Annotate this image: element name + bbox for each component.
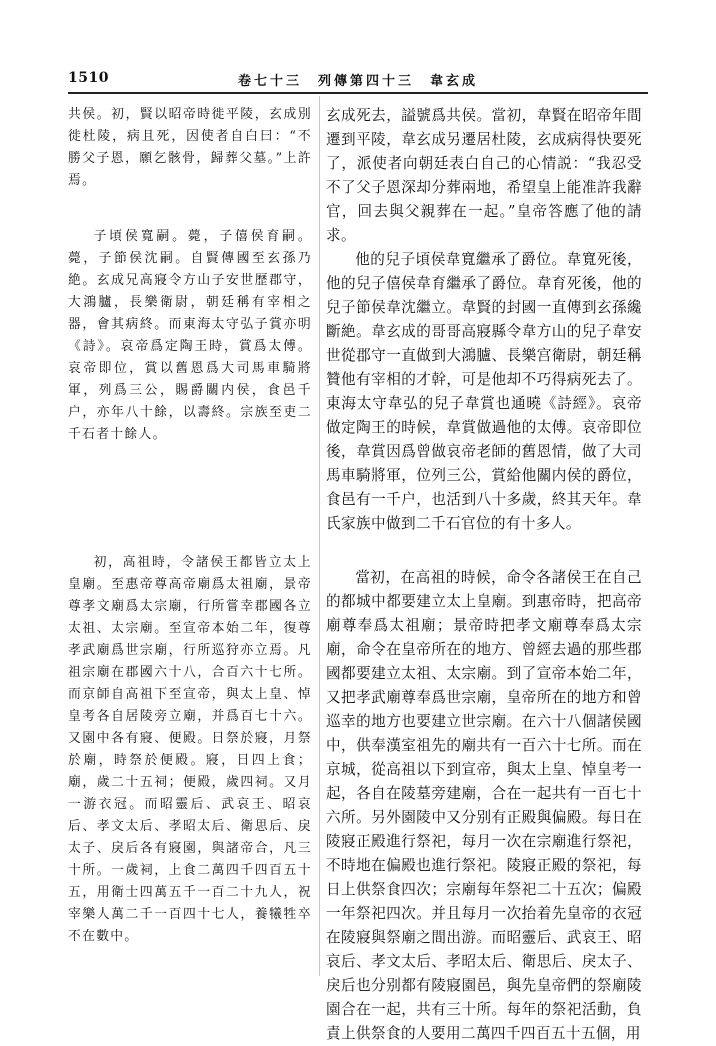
translation-column <box>326 104 642 1046</box>
page-header <box>68 62 648 94</box>
column-divider <box>319 96 320 976</box>
classical-paragraph-1: 共侯。初，賢以昭帝時徙平陵，玄成別徙杜陵，病且死，因使者自白曰：“不勝父子恩，願乞骸骨，歸葬父墓。”上許焉。 <box>68 107 312 188</box>
classical-paragraph-3: 初，高祖時，令諸侯王都皆立太上皇廟。至惠帝尊高帝廟爲太祖廟，景帝尊孝文廟爲太宗廟，行所嘗幸郡國各立太祖、太宗廟。至宣帝本始二年，復尊孝武廟爲世宗廟，行所巡狩亦立焉。凡祖宗廟在郡國六十八，合百六十七所。而京師自高祖下至宣帝，與太上皇、悼皇考各自居陵旁立廟，并爲百七十六。又園中各有寢、便殿。日祭於寢，月祭於廟，時祭於便殿。寢，日四上食；廟，歲二十五祠；便殿，歲四祠。又月一游衣冠。而昭靈后、武哀王、昭哀后、孝文太后、孝昭太后、衛思后、戾太子、戾后各有寢園，與諸帝合，凡三十所。一歲祠，上食二萬四千四百五十五，用衛士四萬五千一百二十九人，祝宰樂人萬二千一百四十七人，養犧牲卒不在數中。 <box>68 555 312 944</box>
page-number: 1510 <box>68 70 109 86</box>
translation-paragraph-3: 當初，在高祖的時候，命令各諸侯王在自己的都城中都要建立太上皇廟。到惠帝時，把高帝廟尊奉爲太祖廟；景帝時把孝文廟尊奉爲太宗廟，命令在皇帝所在的地方、曾經去過的那些郡國都要建立太祖、太宗廟。到了宣帝本始二年，又把孝武廟尊奉爲世宗廟，皇帝所在的地方和曾巡幸的地方也要建立世宗廟。在六十八個諸侯國中，供奉漢室祖先的廟共有一百六十七所。而在京城，從高祖以下到宣帝，與太上皇、悼皇考一起，各自在陵墓旁建廟，合在一起共有一百七十六所。另外園陵中又分别有正殿與偏殿。每日在陵寢正殿進行祭祀，每月一次在宗廟進行祭祀，不時地在偏殿也進行祭祀。陵寢正殿的祭祀，每日上供祭食四次；宗廟每年祭祀二十五次；偏殿一年祭祀四次。并且每月一次抬着先皇帝的衣冠在陵寢與祭廟之間出游。而昭靈后、武哀王、昭哀后、孝文太后、孝昭太后、衛思后、戾太子、戾后也分别都有陵寢園邑，與先皇帝們的祭廟陵園合在一起，共有三十所。每年的祭祀活動，負責上供祭食的人要用二萬四千四百五十五個，用 <box>326 569 642 1042</box>
classical-paragraph-2: 子頃侯寬嗣。薨，子僖侯育嗣。薨，子節侯沈嗣。自賢傳國至玄孫乃絶。玄成兄高寢令方山子安世歷郡守，大鴻臚，長樂衛尉，朝廷稱有宰相之器，會其病終。而東海太守弘子賞亦明《詩》。哀帝爲定陶王時，賞爲太傅。哀帝即位，賞以舊恩爲大司馬車騎將軍，列爲三公，賜爵關内侯，食邑千户，亦年八十餘，以壽終。宗族至吏二千石者十餘人。 <box>68 229 312 442</box>
running-title: 卷七十三 列傳第四十三 韋玄成 <box>237 74 478 89</box>
translation-paragraph-1: 玄成死去，謚號爲共侯。當初，韋賢在昭帝年間遷到平陵，韋玄成另遷居杜陵，玄成病得快要死了，派使者向朝廷表白自己的心情説：“我忍受不了父子恩深却分葬兩地，希望皇上能准許我辭官，回去與父親葬在一起。”皇帝答應了他的請求。 <box>326 107 642 244</box>
classical-text-column <box>68 104 312 948</box>
translation-paragraph-2: 他的兒子頃侯韋寬繼承了爵位。韋寬死後，他的兒子僖侯韋育繼承了爵位。韋育死後，他的兒子節侯韋沈繼立。韋賢的封國一直傳到玄孫纔斷絶。韋玄成的哥哥高寢縣令韋方山的兒子韋安世從郡守一直做到大鴻臚、長樂宫衛尉，朝廷稱贊他有宰相的才幹，可是他却不巧得病死去了。東海太守韋弘的兒子韋賞也通曉《詩經》。哀帝做定陶王的時候，韋賞做過他的太傅。哀帝即位後，韋賞因爲曾做哀帝老師的舊恩情，做了大司馬車騎將軍，位列三公，賞給他關内侯的爵位，食邑有一千户，也活到八十多歲，終其天年。韋氏家族中做到二千石官位的有十多人。 <box>326 251 642 532</box>
